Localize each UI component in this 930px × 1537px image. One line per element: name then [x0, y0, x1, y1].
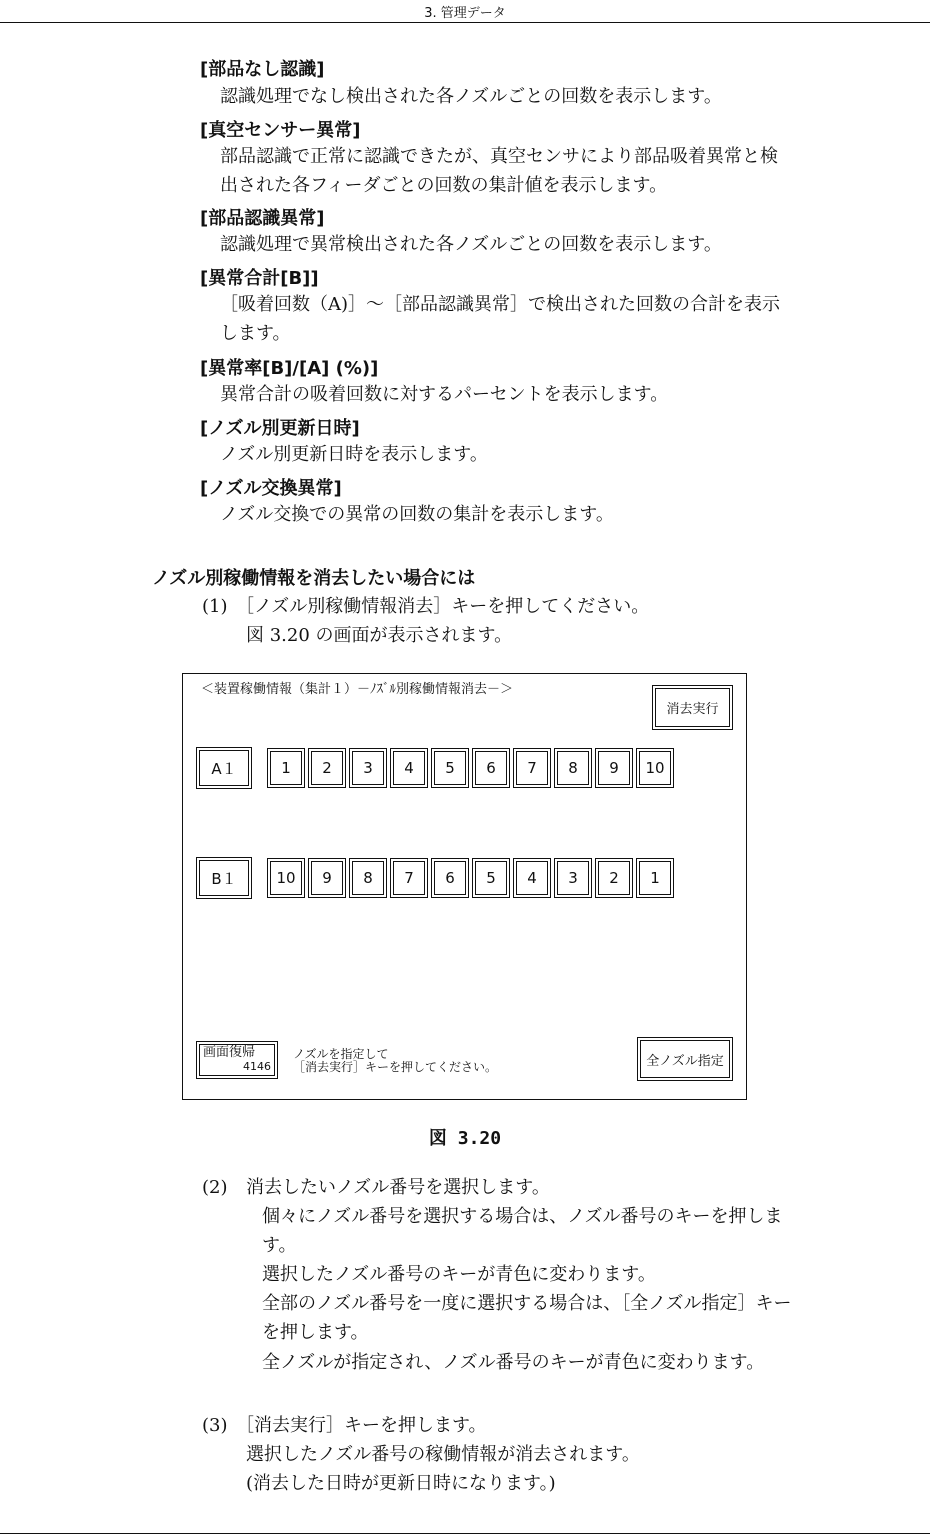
nozzle-button-a3[interactable]: 3 [349, 748, 387, 788]
nozzle-button-a7[interactable]: 7 [513, 748, 551, 788]
term-heading: [ノズル別更新日時] [200, 418, 360, 439]
step-detail: 個々にノズル番号を選択する場合は、ノズル番号のキーを押しま [262, 1206, 783, 1227]
step-text: 消去したいノズル番号を選択します。 [246, 1177, 550, 1198]
row-a-label-button[interactable]: A１ [196, 747, 252, 789]
nozzle-button-a4[interactable]: 4 [390, 748, 428, 788]
nozzle-button-a10[interactable]: 10 [636, 748, 674, 788]
step-detail: (消去した日時が更新日時になります。) [246, 1473, 556, 1494]
step-detail: を押します。 [262, 1322, 369, 1343]
section-heading: ノズル別稼働情報を消去したい場合には [152, 568, 476, 589]
term-description: 認識処理でなし検出された各ノズルごとの回数を表示します。 [220, 86, 722, 107]
nozzle-button-b5[interactable]: 5 [472, 858, 510, 898]
term-description: 部品認識で正常に認識できたが、真空センサにより部品吸着異常と検 [220, 146, 778, 167]
nozzle-button-b10[interactable]: 10 [267, 858, 305, 898]
step-subtext: 図 3.20 の画面が表示されます。 [246, 625, 513, 646]
term-description: ノズル交換での異常の回数の集計を表示します。 [220, 504, 614, 525]
restore-screen-button[interactable] [196, 1041, 278, 1079]
term-heading: [異常率[B]/[A] (%)] [200, 358, 379, 379]
term-heading: [真空センサー異常] [200, 120, 361, 141]
restore-code: 4146 [243, 1060, 271, 1073]
term-description: します。 [220, 323, 291, 344]
nozzle-button-a5[interactable]: 5 [431, 748, 469, 788]
footer-divider [0, 1533, 930, 1534]
nozzle-button-a9[interactable]: 9 [595, 748, 633, 788]
term-description: 認識処理で異常検出された各ノズルごとの回数を表示します。 [220, 234, 722, 255]
select-all-nozzles-button[interactable]: 全ノズル指定 [637, 1037, 733, 1081]
restore-label: 画面復帰 [203, 1045, 256, 1060]
nozzle-button-a1[interactable]: 1 [267, 748, 305, 788]
chapter-title: 3. 管理データ [424, 6, 506, 21]
nozzle-button-b2[interactable]: 2 [595, 858, 633, 898]
step-number: (2) [202, 1177, 228, 1198]
term-description: 異常合計の吸着回数に対するパーセントを表示します。 [220, 384, 669, 405]
step-detail: 全部のノズル番号を一度に選択する場合は、［全ノズル指定］キー [262, 1293, 792, 1314]
term-description: 出された各フィーダごとの回数の集計値を表示します。 [220, 175, 668, 196]
term-heading: [部品認識異常] [200, 208, 325, 229]
nozzle-button-b7[interactable]: 7 [390, 858, 428, 898]
step-detail: 全ノズルが指定され、ノズル番号のキーが青色に変わります。 [262, 1352, 765, 1373]
instruction-line-1: ノズルを指定して [293, 1047, 389, 1061]
step-text: ［消去実行］キーを押します。 [236, 1415, 487, 1436]
page-header [0, 0, 930, 24]
term-heading: [異常合計[B]] [200, 268, 319, 289]
row-b-label-button[interactable]: B１ [196, 857, 252, 899]
figure-caption: 図 3.20 [428, 1128, 502, 1149]
nozzle-button-b3[interactable]: 3 [554, 858, 592, 898]
step-number: (1) [202, 596, 228, 617]
step-number: (3) [202, 1415, 228, 1436]
term-heading: [部品なし認識] [200, 59, 325, 80]
nozzle-button-a8[interactable]: 8 [554, 748, 592, 788]
nozzle-button-b4[interactable]: 4 [513, 858, 551, 898]
step-detail: 選択したノズル番号の稼働情報が消去されます。 [246, 1444, 640, 1465]
nozzle-button-b6[interactable]: 6 [431, 858, 469, 898]
nozzle-button-b1[interactable]: 1 [636, 858, 674, 898]
erase-screen-panel [182, 673, 747, 1100]
instruction-message [293, 1048, 497, 1074]
step-detail: 選択したノズル番号のキーが青色に変わります。 [262, 1264, 656, 1285]
step-text: ［ノズル別稼働情報消去］キーを押してください。 [236, 596, 650, 617]
header-divider [0, 22, 930, 23]
execute-erase-button[interactable]: 消去実行 [652, 685, 733, 730]
screen-title: ＜装置稼働情報（集計１）－ﾉｽﾞﾙ別稼働情報消去－＞ [201, 682, 514, 697]
term-description: ノズル別更新日時を表示します。 [220, 444, 488, 465]
term-heading: [ノズル交換異常] [200, 478, 342, 499]
nozzle-button-a2[interactable]: 2 [308, 748, 346, 788]
instruction-line-2: ［消去実行］キーを押してください。 [293, 1060, 498, 1074]
nozzle-button-b8[interactable]: 8 [349, 858, 387, 898]
step-detail: す。 [262, 1235, 297, 1256]
nozzle-button-b9[interactable]: 9 [308, 858, 346, 898]
term-description: ［吸着回数（A)］～［部品認識異常］で検出された回数の合計を表示 [220, 294, 781, 315]
nozzle-button-a6[interactable]: 6 [472, 748, 510, 788]
